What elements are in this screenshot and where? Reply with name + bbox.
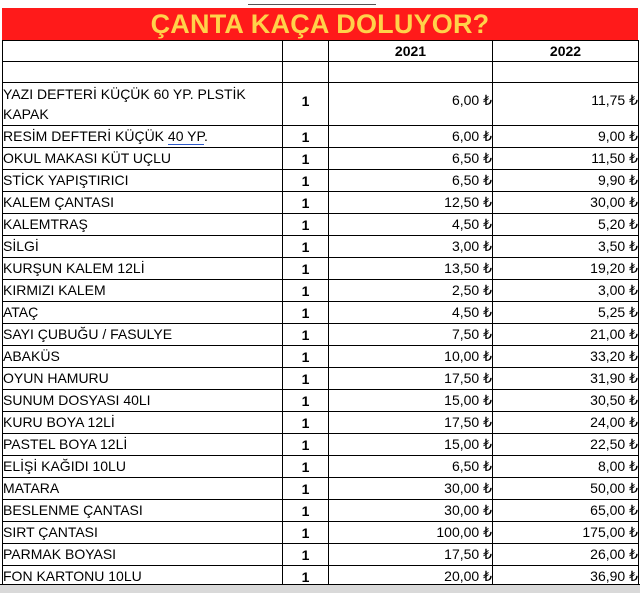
price-2021-cell[interactable]: 12,50 ₺: [329, 192, 493, 214]
item-name-cell[interactable]: KURŞUN KALEM 12Lİ: [3, 258, 283, 280]
item-name-cell[interactable]: KURU BOYA 12Lİ: [3, 412, 283, 434]
table-row: [3, 214, 639, 236]
price-2021-cell[interactable]: 30,00 ₺: [329, 500, 493, 522]
price-2021-cell[interactable]: 2,50 ₺: [329, 280, 493, 302]
price-2021-cell[interactable]: 20,00 ₺: [329, 566, 493, 588]
price-2022-cell[interactable]: 3,50 ₺: [493, 236, 639, 258]
empty-cell[interactable]: [3, 62, 283, 83]
price-2021-cell[interactable]: 13,50 ₺: [329, 258, 493, 280]
price-2022-cell[interactable]: 30,00 ₺: [493, 192, 639, 214]
qty-cell[interactable]: 1: [283, 522, 329, 544]
qty-cell[interactable]: 1: [283, 192, 329, 214]
empty-cell[interactable]: [329, 62, 493, 83]
item-name-cell[interactable]: FON KARTONU 10LU: [3, 566, 283, 588]
price-2021-cell[interactable]: 4,50 ₺: [329, 302, 493, 324]
qty-cell[interactable]: 1: [283, 478, 329, 500]
price-2021-cell[interactable]: 17,50 ₺: [329, 412, 493, 434]
price-2021-cell[interactable]: 6,00 ₺: [329, 83, 493, 126]
sheet-title: ÇANTA KAÇA DOLUYOR?: [2, 8, 638, 40]
table-row: [3, 324, 639, 346]
table-row: [3, 170, 639, 192]
price-2022-cell[interactable]: 31,90 ₺: [493, 368, 639, 390]
cell-border-fragment: [248, 4, 376, 5]
table-row: [3, 83, 639, 126]
qty-cell[interactable]: 1: [283, 434, 329, 456]
item-name-suffix: .: [204, 128, 208, 144]
item-name-cell[interactable]: ABAKÜS: [3, 346, 283, 368]
table-row: [3, 544, 639, 566]
table-row: [3, 500, 639, 522]
qty-cell[interactable]: 1: [283, 83, 329, 126]
price-2022-cell[interactable]: 19,20 ₺: [493, 258, 639, 280]
price-2022-cell[interactable]: 26,00 ₺: [493, 544, 639, 566]
item-name-cell[interactable]: KIRMIZI KALEM: [3, 280, 283, 302]
qty-cell[interactable]: 1: [283, 544, 329, 566]
item-name-cell[interactable]: [3, 126, 283, 148]
price-table: [2, 40, 639, 588]
price-2022-cell[interactable]: 33,20 ₺: [493, 346, 639, 368]
qty-cell[interactable]: 1: [283, 236, 329, 258]
price-2021-cell[interactable]: 17,50 ₺: [329, 544, 493, 566]
price-2022-cell[interactable]: 21,00 ₺: [493, 324, 639, 346]
price-2021-cell[interactable]: 6,00 ₺: [329, 126, 493, 148]
price-2021-cell[interactable]: 6,50 ₺: [329, 148, 493, 170]
price-2022-cell[interactable]: 36,90 ₺: [493, 566, 639, 588]
price-2021-cell[interactable]: 17,50 ₺: [329, 368, 493, 390]
item-name-cell[interactable]: ATAÇ: [3, 302, 283, 324]
item-name-cell[interactable]: KALEM ÇANTASI: [3, 192, 283, 214]
qty-cell[interactable]: 1: [283, 302, 329, 324]
price-2021-cell[interactable]: 30,00 ₺: [329, 478, 493, 500]
price-2022-cell[interactable]: 8,00 ₺: [493, 456, 639, 478]
header-cell-2022[interactable]: 2022: [493, 41, 639, 62]
table-row: [3, 522, 639, 544]
table-row: [3, 236, 639, 258]
table-row: [3, 368, 639, 390]
qty-cell[interactable]: 1: [283, 390, 329, 412]
price-2021-cell[interactable]: 7,50 ₺: [329, 324, 493, 346]
price-2021-cell[interactable]: 6,50 ₺: [329, 456, 493, 478]
table-row: [3, 412, 639, 434]
price-2022-cell[interactable]: 11,50 ₺: [493, 148, 639, 170]
table-row: [3, 192, 639, 214]
header-row: [3, 41, 639, 62]
header-cell-item[interactable]: [3, 41, 283, 62]
price-2022-cell[interactable]: 3,00 ₺: [493, 280, 639, 302]
qty-cell[interactable]: 1: [283, 500, 329, 522]
qty-cell[interactable]: 1: [283, 170, 329, 192]
table-row: [3, 456, 639, 478]
price-2022-cell[interactable]: 24,00 ₺: [493, 412, 639, 434]
price-2021-cell[interactable]: 100,00 ₺: [329, 522, 493, 544]
price-2022-cell[interactable]: 5,25 ₺: [493, 302, 639, 324]
empty-row: [3, 62, 639, 83]
price-2022-cell[interactable]: 175,00 ₺: [493, 522, 639, 544]
qty-cell[interactable]: 1: [283, 368, 329, 390]
table-row: [3, 478, 639, 500]
item-name-cell[interactable]: YAZI DEFTERİ KÜÇÜK 60 YP. PLSTİK KAPAK: [3, 83, 283, 126]
price-2022-cell[interactable]: 30,50 ₺: [493, 390, 639, 412]
table-row: [3, 258, 639, 280]
item-name-cell[interactable]: ELİŞİ KAĞIDI 10LU: [3, 456, 283, 478]
table-row: [3, 126, 639, 148]
item-name-cell[interactable]: PARMAK BOYASI: [3, 544, 283, 566]
qty-cell[interactable]: 1: [283, 126, 329, 148]
item-name-cell[interactable]: BESLENME ÇANTASI: [3, 500, 283, 522]
qty-cell[interactable]: 1: [283, 324, 329, 346]
price-2022-cell[interactable]: 50,00 ₺: [493, 478, 639, 500]
qty-cell[interactable]: 1: [283, 412, 329, 434]
table-row: [3, 302, 639, 324]
header-cell-2021[interactable]: 2021: [329, 41, 493, 62]
price-2021-cell[interactable]: 10,00 ₺: [329, 346, 493, 368]
table-row: [3, 280, 639, 302]
item-name-cell[interactable]: KALEMTRAŞ: [3, 214, 283, 236]
item-name-cell[interactable]: SUNUM DOSYASI 40LI: [3, 390, 283, 412]
price-2022-cell[interactable]: 22,50 ₺: [493, 434, 639, 456]
qty-cell[interactable]: 1: [283, 280, 329, 302]
item-name-cell[interactable]: SAYI ÇUBUĞU / FASULYE: [3, 324, 283, 346]
item-name-cell[interactable]: OYUN HAMURU: [3, 368, 283, 390]
empty-cell[interactable]: [283, 62, 329, 83]
price-2021-cell[interactable]: 4,50 ₺: [329, 214, 493, 236]
price-2022-cell[interactable]: 65,00 ₺: [493, 500, 639, 522]
item-name-cell[interactable]: PASTEL BOYA 12Lİ: [3, 434, 283, 456]
table-row: [3, 434, 639, 456]
price-2022-cell[interactable]: 11,75 ₺: [493, 83, 639, 126]
qty-cell[interactable]: 1: [283, 346, 329, 368]
table-row: [3, 390, 639, 412]
empty-cell[interactable]: [493, 62, 639, 83]
item-name-cell[interactable]: SIRT ÇANTASI: [3, 522, 283, 544]
price-2021-cell[interactable]: 3,00 ₺: [329, 236, 493, 258]
header-cell-qty[interactable]: [283, 41, 329, 62]
item-name-cell[interactable]: MATARA: [3, 478, 283, 500]
table-row: [3, 148, 639, 170]
price-2022-cell[interactable]: 9,00 ₺: [493, 126, 639, 148]
price-2021-cell[interactable]: 6,50 ₺: [329, 170, 493, 192]
top-border-strip: [0, 0, 640, 8]
qty-cell[interactable]: 1: [283, 456, 329, 478]
price-2022-cell[interactable]: 9,90 ₺: [493, 170, 639, 192]
item-name-prefix: RESİM DEFTERİ KÜÇÜK: [3, 128, 168, 144]
spellcheck-underlined-text: 40 YP: [167, 128, 204, 144]
price-2022-cell[interactable]: 5,20 ₺: [493, 214, 639, 236]
item-name-cell[interactable]: SİLGİ: [3, 236, 283, 258]
item-name-cell[interactable]: OKUL MAKASI KÜT UÇLU: [3, 148, 283, 170]
price-2021-cell[interactable]: 15,00 ₺: [329, 390, 493, 412]
qty-cell[interactable]: 1: [283, 258, 329, 280]
qty-cell[interactable]: 1: [283, 566, 329, 588]
table-row: [3, 346, 639, 368]
price-2021-cell[interactable]: 15,00 ₺: [329, 434, 493, 456]
qty-cell[interactable]: 1: [283, 148, 329, 170]
item-name-cell[interactable]: STİCK YAPIŞTIRICI: [3, 170, 283, 192]
qty-cell[interactable]: 1: [283, 214, 329, 236]
